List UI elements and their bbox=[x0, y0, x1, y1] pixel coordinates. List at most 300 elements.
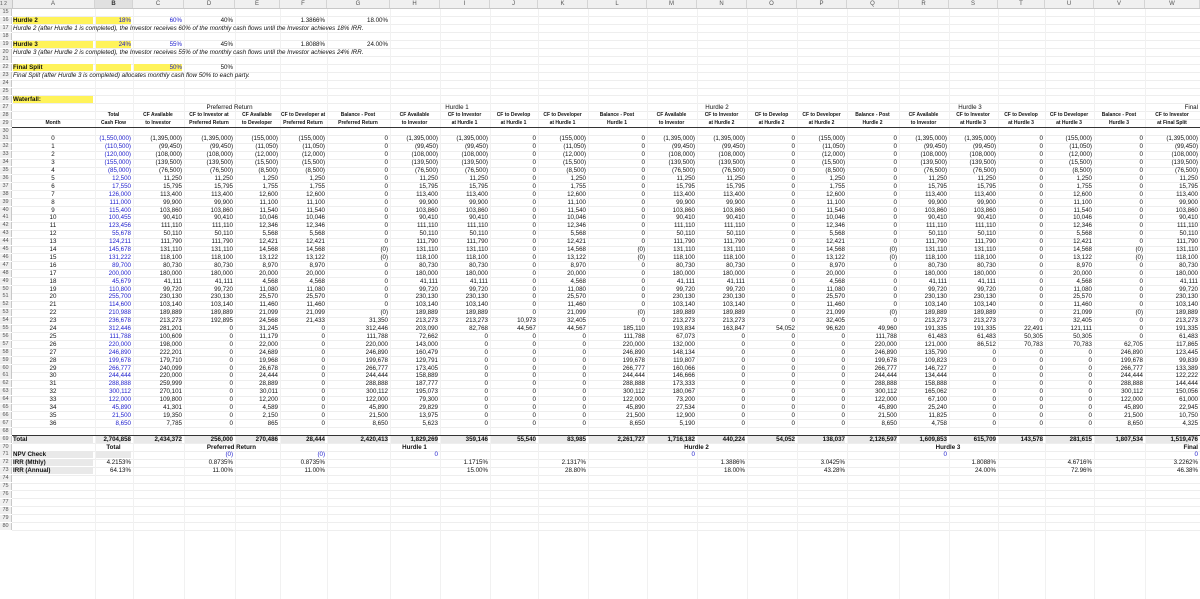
row-header[interactable]: 71 bbox=[0, 451, 12, 458]
value-cell: 0 bbox=[1039, 285, 1043, 293]
value-cell: 113,400 bbox=[160, 190, 182, 198]
value-cell: 50,110 bbox=[469, 230, 488, 238]
irr-annual-value: 11.00% bbox=[304, 467, 325, 475]
value-cell: 121,000 bbox=[924, 340, 947, 348]
group-header-final: Final bbox=[1184, 103, 1198, 111]
value-cell: 0 bbox=[582, 356, 586, 364]
value-cell: 300,112 bbox=[366, 388, 388, 396]
column-header-j[interactable]: J bbox=[490, 0, 538, 8]
value-cell: 131,110 bbox=[160, 246, 182, 253]
column-header-w[interactable]: W bbox=[1145, 0, 1200, 8]
row-header[interactable]: 26 bbox=[0, 96, 12, 103]
row-header[interactable]: 15 bbox=[0, 9, 12, 16]
value-cell: 0 bbox=[741, 404, 745, 411]
value-cell: 131,110 bbox=[974, 246, 996, 253]
value-cell: 230,130 bbox=[1175, 293, 1198, 301]
row-header[interactable]: 29 bbox=[0, 120, 12, 127]
value-cell: 11,250 bbox=[676, 174, 695, 182]
value-cell: 118,100 bbox=[160, 253, 182, 261]
row-header[interactable]: 65 bbox=[0, 404, 12, 411]
value-cell: 0 bbox=[791, 372, 795, 380]
value-cell: (139,500) bbox=[206, 159, 233, 167]
irr-annual-label: IRR (Annual) bbox=[13, 467, 93, 474]
value-cell: 0 bbox=[1039, 372, 1043, 380]
value-cell: (139,500) bbox=[1171, 159, 1198, 167]
value-cell: 189,889 bbox=[1175, 309, 1198, 317]
value-cell: 12,500 bbox=[112, 174, 131, 182]
value-cell: 0 bbox=[893, 293, 897, 301]
month-cell: 12 bbox=[49, 230, 57, 238]
value-cell: 41,111 bbox=[977, 277, 996, 285]
row-header[interactable]: 17 bbox=[0, 25, 12, 32]
value-cell: (108,000) bbox=[155, 151, 182, 159]
column-header-i[interactable]: I bbox=[440, 0, 490, 8]
value-cell: 0 bbox=[484, 411, 488, 419]
hurdle-3-investor-share: 55% bbox=[169, 40, 182, 48]
value-cell: 111,788 bbox=[875, 332, 897, 340]
value-cell: 28,889 bbox=[259, 380, 278, 388]
value-cell: 0 bbox=[1039, 293, 1043, 301]
value-cell: 111,110 bbox=[417, 222, 438, 230]
value-cell: 5,568 bbox=[1076, 230, 1092, 238]
value-cell: 0 bbox=[1039, 411, 1043, 419]
row-header[interactable]: 34 bbox=[0, 159, 12, 166]
irr-monthly-value: 1.8088% bbox=[971, 459, 996, 467]
value-cell: 99,720 bbox=[419, 285, 438, 293]
value-cell: 0 bbox=[791, 190, 795, 198]
row-header[interactable]: 38 bbox=[0, 191, 12, 198]
row-header[interactable]: 37 bbox=[0, 183, 12, 190]
row-header[interactable]: 39 bbox=[0, 199, 12, 206]
value-cell: 15,795 bbox=[163, 182, 182, 190]
value-cell: 1,250 bbox=[1076, 174, 1092, 182]
value-cell: (1,395,000) bbox=[201, 135, 233, 143]
column-title: CF to Developer bbox=[1049, 111, 1089, 118]
value-cell: 0 bbox=[582, 364, 586, 372]
value-cell: 0 bbox=[384, 269, 388, 277]
value-cell: 113,400 bbox=[466, 190, 488, 198]
value-cell: 0 bbox=[992, 348, 996, 356]
value-cell: (99,450) bbox=[721, 143, 745, 151]
column-header-k[interactable]: K bbox=[538, 0, 588, 8]
column-header-u[interactable]: U bbox=[1045, 0, 1094, 8]
row-header[interactable]: 43 bbox=[0, 230, 12, 237]
row-header[interactable]: 68 bbox=[0, 428, 12, 435]
value-cell: 80,730 bbox=[214, 261, 233, 269]
gridline bbox=[12, 427, 1200, 428]
value-cell: 20,000 bbox=[567, 269, 586, 277]
value-cell: 12,346 bbox=[1073, 222, 1092, 230]
value-cell: (76,500) bbox=[721, 167, 745, 174]
value-cell: 0 bbox=[384, 143, 388, 151]
gridline bbox=[12, 514, 1200, 515]
value-cell: 0 bbox=[841, 348, 845, 356]
month-cell: 28 bbox=[49, 356, 57, 364]
value-cell: 0 bbox=[791, 404, 795, 411]
row-header[interactable]: 21 bbox=[0, 56, 12, 63]
value-cell: 213,273 bbox=[415, 317, 438, 325]
column-header-g[interactable]: G bbox=[327, 0, 390, 8]
column-header-t[interactable]: T bbox=[998, 0, 1045, 8]
row-header[interactable]: 54 bbox=[0, 317, 12, 324]
value-cell: (155,000) bbox=[104, 159, 131, 167]
value-cell: 19,968 bbox=[259, 356, 278, 364]
value-cell: 0 bbox=[229, 332, 233, 340]
value-cell: 11,080 bbox=[259, 285, 278, 293]
row-header[interactable]: 67 bbox=[0, 420, 12, 427]
column-header-d[interactable]: D bbox=[184, 0, 235, 8]
month-cell: 14 bbox=[49, 246, 57, 253]
row-header[interactable]: 23 bbox=[0, 72, 12, 79]
cell-grid[interactable] bbox=[12, 9, 1200, 599]
value-cell: 118,100 bbox=[1176, 253, 1198, 261]
value-cell: 246,890 bbox=[1120, 348, 1143, 356]
irr-annual-value: 72.96% bbox=[1071, 467, 1092, 475]
value-cell: 2,150 bbox=[262, 411, 278, 419]
column-header-n[interactable]: N bbox=[697, 0, 747, 8]
column-header-q[interactable]: Q bbox=[847, 0, 899, 8]
row-header[interactable]: 63 bbox=[0, 388, 12, 395]
value-cell: (0) bbox=[889, 253, 897, 261]
value-cell: 122,000 bbox=[874, 396, 897, 404]
row-header[interactable]: 59 bbox=[0, 357, 12, 364]
value-cell: 134,444 bbox=[924, 372, 947, 380]
row-header[interactable]: 46 bbox=[0, 254, 12, 261]
value-cell: 41,111 bbox=[726, 277, 745, 285]
value-cell: 1,250 bbox=[570, 174, 586, 182]
value-cell: 45,679 bbox=[112, 277, 131, 285]
value-cell: 0 bbox=[791, 380, 795, 388]
row-header[interactable]: 49 bbox=[0, 278, 12, 285]
row-header[interactable]: 41 bbox=[0, 214, 12, 221]
month-cell: 15 bbox=[49, 253, 57, 261]
row-header[interactable]: 52 bbox=[0, 301, 12, 308]
value-cell: 0 bbox=[582, 388, 586, 396]
column-header-l[interactable]: L bbox=[588, 0, 647, 8]
column-header-bar[interactable] bbox=[0, 0, 1200, 9]
row-header[interactable]: 57 bbox=[0, 341, 12, 348]
value-cell: 0 bbox=[791, 285, 795, 293]
value-cell: 8,650 bbox=[372, 419, 388, 427]
value-cell: 1,250 bbox=[829, 174, 845, 182]
row-header[interactable]: 60 bbox=[0, 365, 12, 372]
value-cell: 240,099 bbox=[159, 364, 182, 372]
value-cell: 20,000 bbox=[826, 269, 845, 277]
value-cell: 15,795 bbox=[977, 182, 996, 190]
value-cell: 131,110 bbox=[466, 246, 488, 253]
value-cell: 0 bbox=[229, 364, 233, 372]
value-cell: 22,000 bbox=[259, 340, 278, 348]
value-cell: 11,250 bbox=[419, 174, 438, 182]
column-header-s[interactable]: S bbox=[949, 0, 998, 8]
value-cell: 0 bbox=[321, 364, 325, 372]
value-cell: 50,305 bbox=[1024, 332, 1043, 340]
value-cell: (108,000) bbox=[411, 151, 438, 159]
value-cell: 50,110 bbox=[928, 230, 947, 238]
value-cell: 189,889 bbox=[415, 309, 438, 317]
value-cell: 29,829 bbox=[419, 404, 438, 411]
value-cell: 99,900 bbox=[977, 198, 996, 206]
value-cell: 300,112 bbox=[109, 388, 131, 396]
value-cell: 180,000 bbox=[924, 269, 947, 277]
value-cell: 0 bbox=[992, 396, 996, 404]
row-header[interactable]: 53 bbox=[0, 309, 12, 316]
row-header[interactable]: 19 bbox=[0, 41, 12, 48]
value-cell: 0 bbox=[841, 340, 845, 348]
value-cell: 0 bbox=[532, 261, 536, 269]
value-cell: 19,350 bbox=[163, 411, 182, 419]
value-cell: 13,122 bbox=[306, 253, 325, 261]
month-cell: 25 bbox=[49, 332, 57, 340]
value-cell: 0 bbox=[1039, 317, 1043, 325]
value-cell: 0 bbox=[741, 348, 745, 356]
value-cell: 99,900 bbox=[214, 198, 233, 206]
row-header[interactable]: 62 bbox=[0, 380, 12, 387]
column-header-v[interactable]: V bbox=[1094, 0, 1145, 8]
row-header[interactable]: 74 bbox=[0, 475, 12, 482]
row-header[interactable]: 58 bbox=[0, 349, 12, 356]
gridline bbox=[12, 88, 1200, 89]
value-cell: 0 bbox=[484, 356, 488, 364]
value-cell: 99,720 bbox=[163, 285, 182, 293]
row-header[interactable]: 61 bbox=[0, 372, 12, 379]
row-header[interactable]: 32 bbox=[0, 143, 12, 150]
value-cell: 0 bbox=[384, 293, 388, 301]
value-cell: 111,110 bbox=[467, 222, 488, 230]
hurdle-2-developer-share: 40% bbox=[220, 16, 233, 24]
value-cell: 11,100 bbox=[1073, 198, 1092, 206]
row-header[interactable]: 31 bbox=[0, 135, 12, 142]
row-header[interactable]: 25 bbox=[0, 88, 12, 95]
row-header[interactable]: 20 bbox=[0, 49, 12, 56]
value-cell: 0 bbox=[1139, 332, 1143, 340]
value-cell: 25,570 bbox=[259, 293, 278, 301]
value-cell: 103,860 bbox=[672, 206, 695, 214]
value-cell: 11,100 bbox=[259, 198, 278, 206]
value-cell: 0 bbox=[1139, 301, 1143, 309]
value-cell: 199,678 bbox=[365, 356, 388, 364]
row-header[interactable]: 55 bbox=[0, 325, 12, 332]
value-cell: 15,795 bbox=[469, 182, 488, 190]
row-header[interactable]: 73 bbox=[0, 467, 12, 474]
row-header[interactable]: 72 bbox=[0, 459, 12, 466]
row-header[interactable]: 79 bbox=[0, 515, 12, 522]
row-header[interactable]: 36 bbox=[0, 175, 12, 182]
value-cell: 220,000 bbox=[622, 340, 645, 348]
row-header[interactable]: 64 bbox=[0, 396, 12, 403]
value-cell: 12,421 bbox=[306, 238, 325, 246]
value-cell: 0 bbox=[1088, 348, 1092, 356]
gridline bbox=[12, 522, 1200, 523]
row-header[interactable]: 28 bbox=[0, 112, 12, 119]
row-header[interactable]: 22 bbox=[0, 64, 12, 71]
row-header[interactable]: 69 bbox=[0, 436, 12, 443]
value-cell: 22,491 bbox=[1024, 325, 1043, 332]
value-cell: 266,777 bbox=[874, 364, 897, 372]
value-cell: 198,000 bbox=[159, 340, 182, 348]
value-cell: 1,755 bbox=[1076, 182, 1092, 190]
column-title: CF to Investor bbox=[704, 111, 739, 118]
value-cell: (15,500) bbox=[1068, 159, 1092, 167]
value-cell: 300,112 bbox=[1121, 388, 1143, 396]
column-header-b[interactable]: B bbox=[95, 0, 133, 8]
value-cell: 0 bbox=[791, 277, 795, 285]
value-cell: 0 bbox=[1139, 285, 1143, 293]
column-header-c[interactable]: C bbox=[133, 0, 184, 8]
value-cell: 180,000 bbox=[672, 269, 695, 277]
column-title: to Investor bbox=[401, 119, 428, 126]
row-header[interactable]: 35 bbox=[0, 167, 12, 174]
column-header-r[interactable]: R bbox=[899, 0, 949, 8]
value-cell: 180,000 bbox=[973, 269, 996, 277]
column-header-a[interactable]: A bbox=[12, 0, 95, 8]
hurdle-2-annual-rate: 18.00% bbox=[367, 16, 388, 24]
value-cell: 199,678 bbox=[622, 356, 645, 364]
value-cell: 0 bbox=[641, 182, 645, 190]
value-cell: 121,111 bbox=[1070, 325, 1092, 332]
value-cell: 0 bbox=[791, 411, 795, 419]
value-cell: 0 bbox=[741, 364, 745, 372]
row-header[interactable]: 42 bbox=[0, 222, 12, 229]
value-cell: 0 bbox=[841, 364, 845, 372]
row-header[interactable]: 16 bbox=[0, 17, 12, 24]
row-header[interactable]: 30 bbox=[0, 128, 12, 135]
value-cell: 180,067 bbox=[672, 388, 695, 396]
column-title: at Hurdle 1 bbox=[500, 119, 527, 126]
value-cell: 0 bbox=[791, 340, 795, 348]
row-header[interactable]: 76 bbox=[0, 491, 12, 498]
value-cell: 5,568 bbox=[262, 230, 278, 238]
row-header[interactable]: 78 bbox=[0, 507, 12, 514]
row-header[interactable]: 24 bbox=[0, 80, 12, 87]
value-cell: 115,400 bbox=[109, 206, 131, 214]
row-header[interactable]: 48 bbox=[0, 270, 12, 277]
value-cell: 0 bbox=[741, 340, 745, 348]
column-header-f[interactable]: F bbox=[280, 0, 327, 8]
select-all-corner[interactable]: 1 2 bbox=[0, 0, 13, 8]
value-cell: 0 bbox=[741, 396, 745, 404]
value-cell: 0 bbox=[641, 151, 645, 159]
value-cell: 1,250 bbox=[262, 174, 278, 182]
irr-monthly-value: 4.6716% bbox=[1067, 459, 1092, 467]
value-cell: 99,720 bbox=[977, 285, 996, 293]
value-cell: 12,600 bbox=[567, 190, 586, 198]
value-cell: 26,678 bbox=[259, 364, 278, 372]
value-cell: 0 bbox=[532, 348, 536, 356]
value-cell: 0 bbox=[484, 340, 488, 348]
row-header[interactable]: 45 bbox=[0, 246, 12, 253]
row-header[interactable]: 80 bbox=[0, 523, 12, 530]
value-cell: 0 bbox=[791, 364, 795, 372]
value-cell: 0 bbox=[582, 380, 586, 388]
value-cell: 62,705 bbox=[1124, 340, 1143, 348]
value-cell: 5,623 bbox=[422, 419, 438, 427]
value-cell: 4,589 bbox=[262, 404, 278, 411]
hurdle-3-monthly-rate: 1.8088% bbox=[300, 40, 325, 48]
column-header-m[interactable]: M bbox=[647, 0, 697, 8]
column-header-p[interactable]: P bbox=[797, 0, 847, 8]
row-header[interactable]: 66 bbox=[0, 412, 12, 419]
value-cell: 0 bbox=[384, 182, 388, 190]
column-header-o[interactable]: O bbox=[747, 0, 797, 8]
value-cell: 300,112 bbox=[623, 388, 645, 396]
row-header[interactable]: 40 bbox=[0, 207, 12, 214]
month-cell: 27 bbox=[49, 348, 57, 356]
hurdle-3-rate: 24% bbox=[96, 41, 131, 48]
npv-hurdle-1: 0 bbox=[434, 451, 438, 459]
value-cell: (99,450) bbox=[1174, 143, 1198, 151]
column-header-h[interactable]: H bbox=[390, 0, 440, 8]
value-cell: 191,335 bbox=[1175, 325, 1198, 332]
value-cell: 0 bbox=[641, 159, 645, 167]
value-cell: 300,112 bbox=[875, 388, 897, 396]
value-cell: 0 bbox=[893, 269, 897, 277]
row-header[interactable]: 47 bbox=[0, 262, 12, 269]
row-header[interactable]: 75 bbox=[0, 483, 12, 490]
value-cell: 24,444 bbox=[259, 372, 278, 380]
value-cell: 0 bbox=[641, 167, 645, 174]
gridline bbox=[12, 530, 1200, 531]
value-cell: 0 bbox=[992, 356, 996, 364]
row-header[interactable]: 50 bbox=[0, 286, 12, 293]
value-cell: 203,090 bbox=[415, 325, 438, 332]
value-cell: 246,890 bbox=[622, 348, 645, 356]
row-header[interactable]: 51 bbox=[0, 293, 12, 300]
value-cell: 0 bbox=[321, 356, 325, 364]
value-cell: 0 bbox=[321, 404, 325, 411]
row-header[interactable]: 77 bbox=[0, 499, 12, 506]
value-cell: 11,100 bbox=[826, 198, 845, 206]
value-cell: 0 bbox=[791, 348, 795, 356]
value-cell: 246,890 bbox=[874, 348, 897, 356]
value-cell: 123,456 bbox=[108, 222, 131, 230]
row-header[interactable]: 18 bbox=[0, 33, 12, 40]
value-cell: 0 bbox=[791, 151, 795, 159]
value-cell: 0 bbox=[1039, 380, 1043, 388]
column-title: at Hurdle 2 bbox=[708, 119, 735, 126]
value-cell: 109,823 bbox=[924, 356, 947, 364]
month-cell: 36 bbox=[49, 419, 57, 427]
value-cell: 0 bbox=[893, 222, 897, 230]
value-cell: 12,346 bbox=[306, 222, 325, 230]
column-title: CF Available bbox=[399, 111, 430, 118]
row-header[interactable]: 27 bbox=[0, 104, 12, 111]
column-title: Balance - Post bbox=[340, 111, 376, 118]
value-cell: 0 bbox=[1039, 277, 1043, 285]
value-cell: 0 bbox=[484, 364, 488, 372]
value-cell: 131,110 bbox=[925, 246, 947, 253]
row-header[interactable]: 33 bbox=[0, 151, 12, 158]
total-value: 1,716,182 bbox=[648, 436, 695, 443]
value-cell: 191,335 bbox=[973, 325, 996, 332]
value-cell: 32,405 bbox=[1073, 317, 1092, 325]
column-header-e[interactable]: E bbox=[235, 0, 280, 8]
value-cell: 13,122 bbox=[567, 253, 586, 261]
month-cell: 23 bbox=[49, 317, 57, 325]
value-cell: 213,273 bbox=[672, 317, 695, 325]
value-cell: 189,889 bbox=[465, 309, 488, 317]
total-value: 359,146 bbox=[441, 436, 488, 443]
value-cell: 0 bbox=[791, 301, 795, 309]
irr-annual-value: 15.00% bbox=[467, 467, 488, 475]
row-header[interactable]: 56 bbox=[0, 333, 12, 340]
value-cell: 15,795 bbox=[726, 182, 745, 190]
value-cell: 122,000 bbox=[365, 396, 388, 404]
row-header[interactable]: 44 bbox=[0, 238, 12, 245]
npv-final: 0 bbox=[1194, 451, 1198, 459]
row-header[interactable]: 70 bbox=[0, 444, 12, 451]
value-cell: 111,788 bbox=[109, 332, 131, 340]
